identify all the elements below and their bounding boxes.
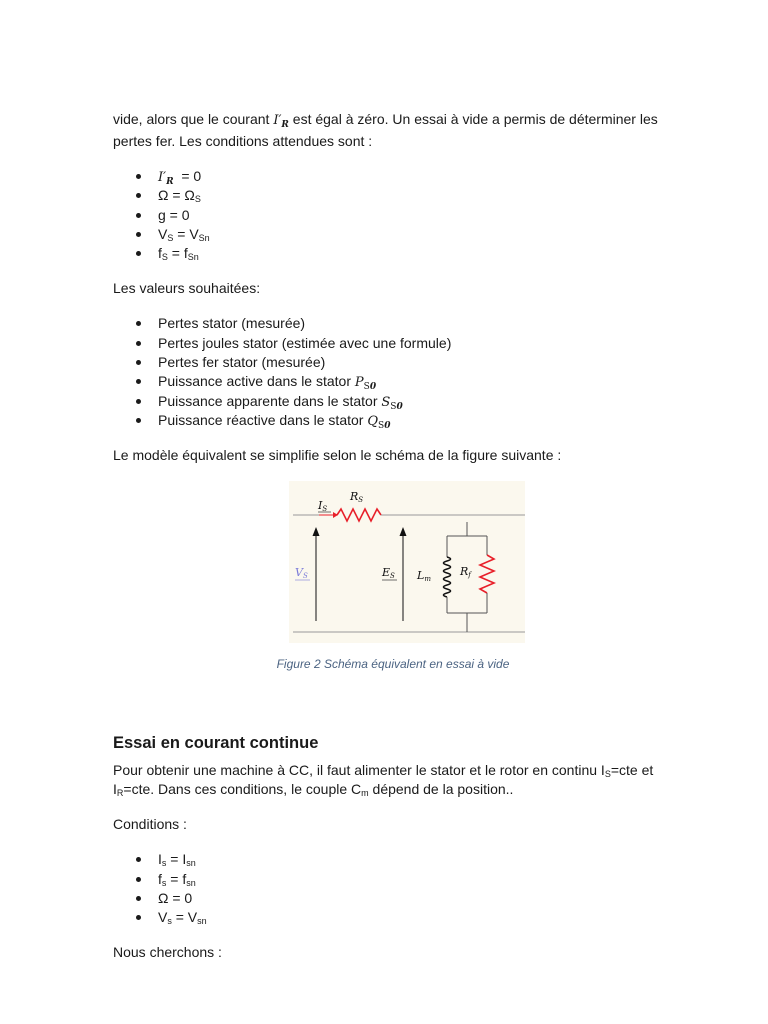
list-item: $V_S = V_{Sn}$: [113, 225, 673, 244]
nous-cherchons: Nous cherchons :: [113, 944, 222, 961]
list-item: $I'_R = 0$: [113, 167, 673, 186]
list-item: Pertes joules stator (estimée avec une formule): [113, 334, 673, 353]
list-item: Puissance réactive dans le stator $Q_{S0}$: [113, 411, 673, 430]
list-item: g = 0: [113, 206, 673, 225]
label-lm: Lm: [417, 569, 431, 584]
intro-text-2: est égal à zéro. Un essai à vide a permis de déterminer les pertes fer. Les conditions attendues sont :: [113, 111, 658, 149]
conditions-heading: Conditions :: [113, 816, 187, 833]
label-rf: Rf: [460, 565, 471, 580]
list-item: $f_S = f_{Sn}$: [113, 244, 673, 263]
list-item: $f_s = f_{sn}$: [113, 870, 673, 889]
math-sub-R: R: [281, 120, 289, 130]
list-item: $V_s = V_{sn}$: [113, 908, 673, 927]
label-is: IS: [318, 499, 328, 514]
equivalent-circuit-diagram: [289, 481, 525, 643]
list-item: Puissance active dans le stator $P_{S0}$: [113, 372, 673, 391]
conditions-vide-list: [113, 167, 673, 263]
label-vs: VS: [295, 566, 308, 581]
list-item: Puissance apparente dans le stator $S_{S0}$: [113, 392, 673, 411]
math-var-I: I′: [273, 113, 282, 128]
figure-caption: Figure 2 Schéma équivalent en essai à vide: [276, 657, 510, 672]
list-item: Ω = 0: [113, 889, 673, 908]
list-item: $I_s = I_{sn}$: [113, 850, 673, 869]
figure-block: [113, 481, 673, 673]
document-page: [113, 110, 673, 978]
list-item: Pertes fer stator (mesurée): [113, 353, 673, 372]
cc-paragraph: Pour obtenir une machine à CC, il faut alimenter le stator et le rotor en continu $I_S=cte$ et $I_R=cte$. Dans ces conditions, le couple $C_m$ dépend de la position..: [113, 762, 654, 799]
label-rs: RS: [350, 490, 364, 505]
list-item: $\Omega = \Omega_S$: [113, 186, 673, 205]
intro-text-1: vide, alors que le courant: [113, 111, 274, 127]
list-item: Pertes stator (mesurée): [113, 314, 673, 333]
section-title: Essai en courant continue: [113, 734, 319, 753]
valeurs-heading: Les valeurs souhaitées:: [113, 280, 261, 297]
modele-paragraph: Le modèle équivalent se simplifie selon le schéma de la figure suivante :: [113, 447, 562, 464]
intro-paragraph: [113, 110, 673, 151]
label-es: ES: [382, 566, 395, 581]
valeurs-list: [113, 314, 673, 430]
conditions-cc-list: [113, 850, 673, 927]
